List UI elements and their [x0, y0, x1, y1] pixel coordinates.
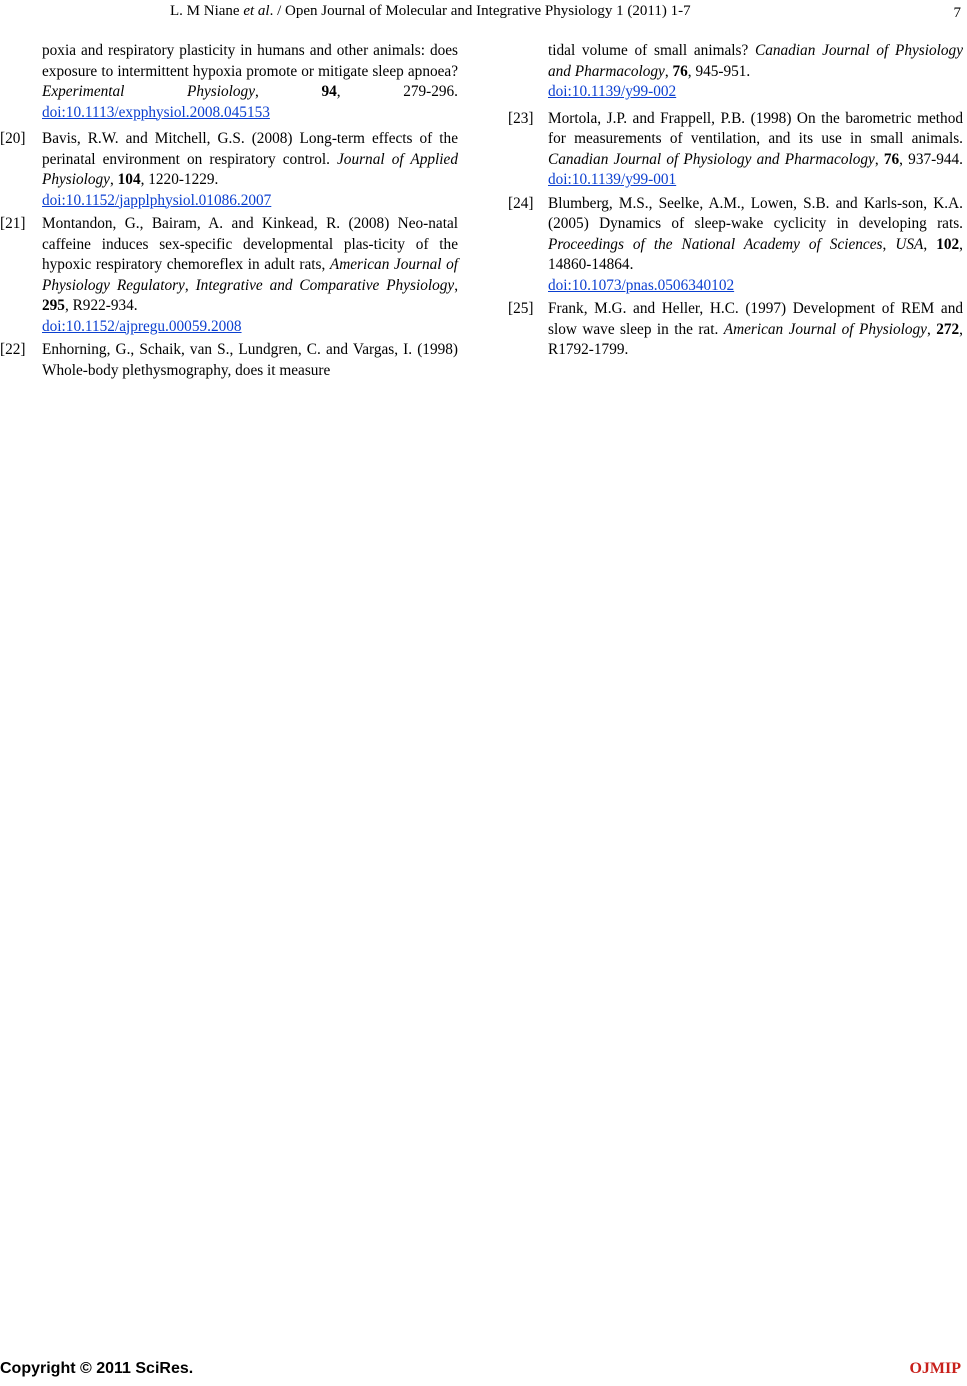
reference-24: [24] Blumberg, M.S., Seelke, A.M., Lowen, S.B. and Karls-son, K.A. (2005) Dynamics of sleep-wake cyclicity in developing rats. Proceedings of the National Academy of Sciences, USA, 102, 14860-14864. doi:10.1073/pnas.0506340102	[508, 194, 963, 294]
reference-number: [21]	[0, 215, 26, 232]
doi-link[interactable]: doi:10.1139/y99-002	[548, 83, 677, 100]
right-column	[508, 41, 963, 364]
reference-number: [25]	[508, 300, 534, 317]
doi-link[interactable]: doi:10.1152/japplphysiol.01086.2007	[42, 191, 272, 209]
doi-link[interactable]: doi:10.1139/y99-001	[548, 171, 677, 188]
doi-link[interactable]: doi:10.1113/expphysiol.2008.045153	[42, 103, 270, 121]
doi-link[interactable]: doi:10.1152/ajpregu.00059.2008	[42, 317, 242, 335]
reference-number: [20]	[0, 130, 26, 147]
reference-22: [22] Enhorning, G., Schaik, van S., Lundgren, C. and Vargas, I. (1998) Whole-body plethysmography, does it measure	[0, 341, 458, 379]
running-header	[0, 0, 967, 26]
copyright-notice: Copyright © 2011 SciRes.	[0, 1360, 194, 1377]
reference-22-continued: tidal volume of small animals? Canadian Journal of Physiology and Pharmacology, 76, 945-951. doi:10.1139/y99-002	[548, 42, 963, 100]
reference-number: [23]	[508, 109, 534, 127]
doi-link[interactable]: doi:10.1073/pnas.0506340102	[548, 276, 735, 294]
left-column	[0, 41, 458, 384]
reference-number: [22]	[0, 341, 26, 358]
reference-25: [25] Frank, M.G. and Heller, H.C. (1997) Development of REM and slow wave sleep in the rat. American Journal of Physiology, 272, R1792-1799.	[508, 300, 963, 358]
reference-21: [21] Montandon, G., Bairam, A. and Kinkead, R. (2008) Neo-natal caffeine induces sex-specific developmental plas-ticity of the hypoxic respiratory chemoreflex in adult rats, American Journal of Physiology Regulatory, Integrative and Comparative Physiology, 295, R922-934. doi:10.1152/ajpregu.00059.2008	[0, 215, 459, 335]
reference-number: [24]	[508, 194, 534, 212]
reference-19-continued: poxia and respiratory plasticity in humans and other animals: does exposure to intermittent hypoxia promote or mitigate sleep apnoea? Experimental Physiology, 94, 279-296. doi:10.1113/expphysiol.2008.045153	[42, 42, 458, 121]
header-title: L. M Niane et al. / Open Journal of Molecular and Integrative Physiology 1 (2011) 1-7	[170, 3, 691, 19]
page-footer	[0, 1346, 967, 1386]
page-number: 7	[953, 5, 961, 21]
journal-abbreviation: OJMIP	[909, 1360, 961, 1377]
reference-20: [20] Bavis, R.W. and Mitchell, G.S. (2008) Long-term effects of the perinatal environment on respiratory control. Journal of Applied Physiology, 104, 1220-1229. doi:10.1152/japplphysiol.01086.2007	[0, 130, 458, 209]
reference-23: [23] Mortola, J.P. and Frappell, P.B. (1998) On the barometric method for measurements of ventilation, and its use in small animals. Canadian Journal of Physiology and Pharmacology, 76, 937-944. doi:10.1139/y99-001	[508, 109, 963, 188]
